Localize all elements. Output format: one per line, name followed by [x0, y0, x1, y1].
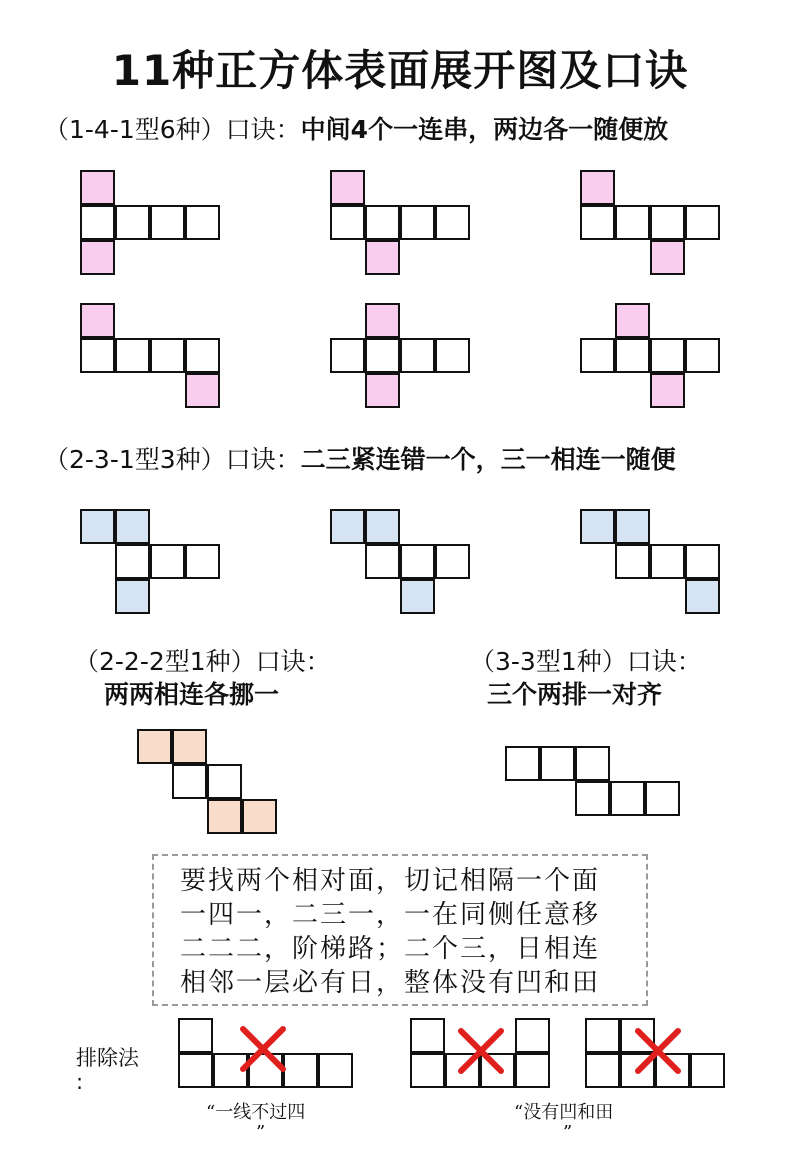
poem-line: 相邻一层必有日，整体没有凹和田: [180, 968, 601, 998]
net-cell: [610, 781, 645, 816]
net-cell: [650, 338, 685, 373]
net-cell: [580, 170, 615, 205]
net-cell: [650, 544, 685, 579]
net-cell: [80, 240, 115, 275]
net-cell: [115, 338, 150, 373]
net-cell: [185, 544, 220, 579]
net-cell: [615, 205, 650, 240]
net-cell: [137, 729, 172, 764]
section-222-label: （2-2-2型1种）口诀：: [74, 647, 331, 676]
net-cell: [365, 509, 400, 544]
exclusion-caption-2: “没有凹和田: [514, 1102, 614, 1123]
net-cell: [650, 240, 685, 275]
net-cell: [575, 781, 610, 816]
net-cell: [690, 1053, 725, 1088]
net-cell: [410, 1018, 445, 1053]
net-cell: [80, 205, 115, 240]
net-231-2: [330, 509, 470, 615]
net-cell: [410, 1053, 445, 1088]
section-231-heading: [44, 440, 676, 476]
net-cell: [685, 579, 720, 614]
cross-mark-icon: [238, 1024, 288, 1074]
net-cell: [178, 1018, 213, 1053]
net-cell: [330, 170, 365, 205]
invalid-net-concave: [410, 1018, 551, 1089]
net-141-3: [580, 170, 720, 276]
net-cell: [580, 338, 615, 373]
net-cell: [185, 205, 220, 240]
net-cell: [172, 729, 207, 764]
net-cell: [435, 205, 470, 240]
net-cell: [585, 1018, 620, 1053]
net-cell: [585, 1053, 620, 1088]
section-141-label: （1-4-1型6种）口诀：: [44, 115, 301, 144]
section-141-heading: [44, 110, 668, 146]
net-cell: [580, 509, 615, 544]
poem-line: 二二二，阶梯路；二个三，日相连: [180, 934, 601, 964]
net-cell: [242, 799, 277, 834]
section-231-label: （2-3-1型3种）口诀：: [44, 445, 301, 474]
exclusion-caption-1: “一线不过四: [206, 1102, 306, 1123]
net-141-2: [330, 170, 470, 276]
net-cell: [115, 509, 150, 544]
section-222-rhyme: 两两相连各挪一: [104, 680, 280, 709]
net-cell: [685, 205, 720, 240]
invalid-net-block: [585, 1018, 726, 1089]
net-cell: [400, 205, 435, 240]
section-231-rhyme: 二三紧连错一个，三一相连一随便: [300, 445, 676, 474]
net-cell: [318, 1053, 353, 1088]
poem-line: 要找两个相对面，切记相隔一个面: [180, 866, 601, 896]
net-cell: [330, 338, 365, 373]
net-cell: [115, 544, 150, 579]
net-cell: [505, 746, 540, 781]
net-cell: [150, 338, 185, 373]
net-cell: [365, 338, 400, 373]
net-cell: [365, 240, 400, 275]
section-33-label: （3-3型1种）口诀：: [470, 647, 702, 676]
net-cell: [207, 799, 242, 834]
net-cell: [365, 544, 400, 579]
net-cell: [615, 303, 650, 338]
exclusion-colon: :: [76, 1070, 84, 1094]
invalid-net-line: [178, 1018, 354, 1089]
page-title: 11种正方体表面展开图及口诀: [111, 46, 689, 95]
net-cell: [185, 338, 220, 373]
net-cell: [650, 373, 685, 408]
net-141-1: [80, 170, 220, 276]
net-cell: [645, 781, 680, 816]
net-cell: [115, 205, 150, 240]
poem-line: 一四一，二三一，一在同侧任意移: [180, 900, 601, 930]
net-cell: [365, 205, 400, 240]
net-cell: [365, 373, 400, 408]
net-cell: [515, 1053, 550, 1088]
net-cell: [150, 544, 185, 579]
net-cell: [400, 544, 435, 579]
section-141-rhyme: 中间4个一连串，两边各一随便放: [300, 115, 669, 144]
net-cell: [580, 205, 615, 240]
net-cell: [615, 544, 650, 579]
net-cell: [115, 579, 150, 614]
net-cell: [400, 579, 435, 614]
net-cell: [615, 338, 650, 373]
net-cell: [685, 544, 720, 579]
net-cell: [185, 373, 220, 408]
net-cell: [365, 303, 400, 338]
net-cell: [80, 509, 115, 544]
net-cell: [575, 746, 610, 781]
net-cell: [685, 338, 720, 373]
net-141-5: [330, 303, 470, 409]
net-cell: [178, 1053, 213, 1088]
cross-mark-icon: [633, 1026, 683, 1076]
net-cell: [150, 205, 185, 240]
net-cell: [435, 338, 470, 373]
net-231-1: [80, 509, 220, 615]
net-141-6: [580, 303, 720, 409]
cross-mark-icon: [456, 1026, 506, 1076]
net-cell: [615, 509, 650, 544]
net-cell: [330, 509, 365, 544]
net-cell: [650, 205, 685, 240]
exclusion-caption-2-close: ”: [563, 1122, 573, 1143]
net-33: [505, 746, 681, 817]
net-cell: [515, 1018, 550, 1053]
section-33-rhyme: 三个两排一对齐: [487, 680, 663, 709]
net-141-4: [80, 303, 220, 409]
rhyme-poem-box: [152, 854, 648, 1006]
net-cell: [540, 746, 575, 781]
net-cell: [80, 170, 115, 205]
exclusion-label: 排除法: [76, 1046, 139, 1070]
net-231-3: [580, 509, 720, 615]
net-cell: [80, 303, 115, 338]
net-cell: [283, 1053, 318, 1088]
net-cell: [172, 764, 207, 799]
net-cell: [207, 764, 242, 799]
net-cell: [400, 338, 435, 373]
net-cell: [330, 205, 365, 240]
net-cell: [435, 544, 470, 579]
net-cell: [80, 338, 115, 373]
exclusion-caption-1-close: ”: [256, 1122, 266, 1143]
net-222: [137, 729, 277, 835]
